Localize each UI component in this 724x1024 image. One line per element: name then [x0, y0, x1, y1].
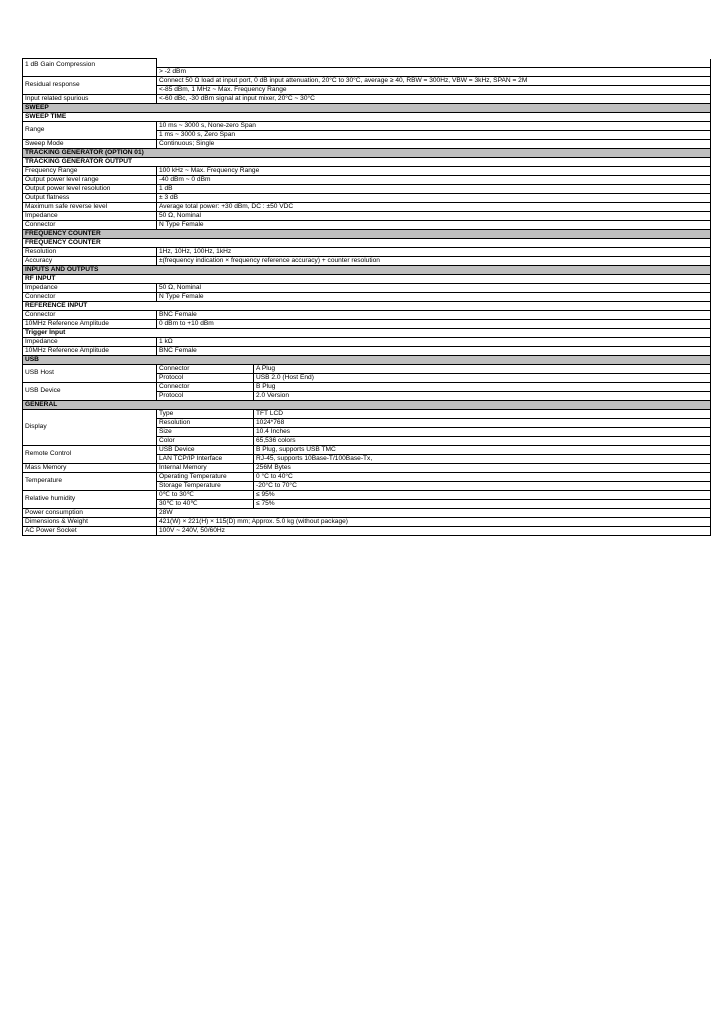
row-value: 100 kHz ~ Max. Frequency Range — [157, 166, 711, 175]
subsection-header: TRACKING GENERATOR OUTPUT — [23, 157, 711, 166]
row-label: Relative humidity — [23, 490, 157, 508]
row-value: > -2 dBm — [157, 67, 711, 76]
row-value: 1 kΩ — [157, 337, 711, 346]
row-label: Residual response — [23, 76, 157, 94]
subsection-header: REFERENCE INPUT — [23, 301, 711, 310]
row-label: Output flatness — [23, 193, 157, 202]
row-value: USB 2.0 (Host End) — [254, 373, 711, 382]
table-row — [23, 292, 711, 301]
row-value: 256M Bytes — [254, 463, 711, 472]
spec-table — [22, 58, 711, 536]
table-row — [23, 175, 711, 184]
row-label: Input related spurious — [23, 94, 157, 103]
row-value: 1024*768 — [254, 418, 711, 427]
row-value: 65,536 colors — [254, 436, 711, 445]
row-label: Frequency Range — [23, 166, 157, 175]
row-label: Sweep Mode — [23, 139, 157, 148]
row-value: <-85 dBm, 1 MHz ~ Max. Frequency Range — [157, 85, 711, 94]
row-sublabel: Size — [157, 427, 254, 436]
table-row — [23, 166, 711, 175]
row-sublabel: Internal Memory — [157, 463, 254, 472]
table-row — [23, 193, 711, 202]
row-value: 0 °C to 40°C — [254, 472, 711, 481]
row-sublabel: Storage Temperature — [157, 481, 254, 490]
section-header: USB — [23, 355, 711, 364]
table-row — [23, 526, 711, 535]
table-row — [23, 59, 711, 68]
row-value: BNC Female — [157, 310, 711, 319]
row-label: Connector — [23, 220, 157, 229]
subsection-header: RF INPUT — [23, 274, 711, 283]
row-value: 1Hz, 10Hz, 100Hz, 1kHz — [157, 247, 711, 256]
row-value: TFT LCD — [254, 409, 711, 418]
row-label: AC Power Socket — [23, 526, 157, 535]
row-value: 28W — [157, 508, 711, 517]
row-sublabel: 30℃ to 40℃ — [157, 499, 254, 508]
table-row — [23, 139, 711, 148]
row-sublabel: Operating Temperature — [157, 472, 254, 481]
row-value: -40 dBm ~ 0 dBm — [157, 175, 711, 184]
row-sublabel: Color — [157, 436, 254, 445]
row-label: Display — [23, 409, 157, 445]
row-label: 1 dB Gain Compression — [23, 59, 157, 77]
table-row — [23, 508, 711, 517]
row-value: 100V ~ 240V, 50/60Hz — [157, 526, 711, 535]
table-row — [23, 202, 711, 211]
table-row — [23, 184, 711, 193]
table-row — [23, 310, 711, 319]
table-row — [23, 445, 711, 454]
row-label: Resolution — [23, 247, 157, 256]
row-label: Temperature — [23, 472, 157, 490]
row-value: N Type Female — [157, 220, 711, 229]
row-label: Accuracy — [23, 256, 157, 265]
table-row — [23, 256, 711, 265]
section-header: GENERAL — [23, 400, 711, 409]
row-value: Connect 50 Ω load at input port, 0 dB input attenuation, 20°C to 30°C, average ≥ 40, RBW = 300Hz, VBW = 3kHz, SPAN = 2M — [157, 76, 711, 85]
row-value: Average total power: +30 dBm, DC : ±50 VDC — [157, 202, 711, 211]
row-sublabel: Protocol — [157, 373, 254, 382]
table-row — [23, 472, 711, 481]
row-label: USB Host — [23, 364, 157, 382]
row-sublabel: USB Device — [157, 445, 254, 454]
row-value: 1 ms ~ 3000 s, Zero Span — [157, 130, 711, 139]
row-value: 10.4 Inches — [254, 427, 711, 436]
subsection-header: SWEEP TIME — [23, 112, 711, 121]
subsection-header: Trigger Input — [23, 328, 711, 337]
row-label: Impedance — [23, 283, 157, 292]
table-row — [23, 220, 711, 229]
row-label: Mass Memory — [23, 463, 157, 472]
row-label: Maximum safe reverse level — [23, 202, 157, 211]
table-row — [23, 409, 711, 418]
row-value: ≤ 75% — [254, 499, 711, 508]
row-label: Range — [23, 121, 157, 139]
table-row — [23, 364, 711, 373]
row-value: 0 dBm to +10 dBm — [157, 319, 711, 328]
section-header: FREQUENCY COUNTER — [23, 229, 711, 238]
row-value: ≤ 95% — [254, 490, 711, 499]
row-label: Power consumption — [23, 508, 157, 517]
table-row — [23, 319, 711, 328]
table-row — [23, 382, 711, 391]
row-value: 421(W) × 221(H) × 115(D) mm; Approx. 5.0 kg (without package) — [157, 517, 711, 526]
row-sublabel: Protocol — [157, 391, 254, 400]
table-row — [23, 121, 711, 130]
row-value: 50 Ω, Nominal — [157, 211, 711, 220]
table-row — [23, 211, 711, 220]
row-value: BNC Female — [157, 346, 711, 355]
row-sublabel: Type — [157, 409, 254, 418]
row-value: <-60 dBc, -30 dBm signal at input mixer, 20°C ~ 30°C — [157, 94, 711, 103]
row-label: USB Device — [23, 382, 157, 400]
row-label: Remote Control — [23, 445, 157, 463]
row-value: B Plug — [254, 382, 711, 391]
row-sublabel: Resolution — [157, 418, 254, 427]
table-row — [23, 337, 711, 346]
row-sublabel: Connector — [157, 364, 254, 373]
subsection-header: FREQUENCY COUNTER — [23, 238, 711, 247]
row-value: N Type Female — [157, 292, 711, 301]
row-sublabel: LAN TCP/IP Interface — [157, 454, 254, 463]
row-sublabel: 0℃ to 30℃ — [157, 490, 254, 499]
row-label: Output power level range — [23, 175, 157, 184]
table-row — [23, 463, 711, 472]
row-value: 10 ms ~ 3000 s, None-zero Span — [157, 121, 711, 130]
row-value: ±(frequency indication × frequency reference accuracy) + counter resolution — [157, 256, 711, 265]
row-sublabel: Connector — [157, 382, 254, 391]
row-label: Impedance — [23, 337, 157, 346]
row-value: RJ-45, supports 10Base-T/100Base-Tx, — [254, 454, 711, 463]
section-header: SWEEP — [23, 103, 711, 112]
table-row — [23, 94, 711, 103]
section-header: TRACKING GENERATOR (OPTION 01) — [23, 148, 711, 157]
row-label: Dimensions & Weight — [23, 517, 157, 526]
row-label: Connector — [23, 310, 157, 319]
row-label: 10MHz Reference Amplitude — [23, 319, 157, 328]
table-row — [23, 76, 711, 85]
table-row — [23, 346, 711, 355]
row-value: -20°C to 70°C — [254, 481, 711, 490]
row-value: ± 3 dB — [157, 193, 711, 202]
row-value: B Plug, supports USB TMC — [254, 445, 711, 454]
row-value: A Plug — [254, 364, 711, 373]
row-value: 1 dB — [157, 184, 711, 193]
row-value: 50 Ω, Nominal — [157, 283, 711, 292]
section-header: INPUTS AND OUTPUTS — [23, 265, 711, 274]
row-value: 2.0 Version — [254, 391, 711, 400]
table-row — [23, 517, 711, 526]
row-value: Continuous; Single — [157, 139, 711, 148]
row-label: Connector — [23, 292, 157, 301]
row-label: Output power level resolution — [23, 184, 157, 193]
table-row — [23, 283, 711, 292]
table-row — [23, 490, 711, 499]
table-row — [23, 247, 711, 256]
row-label: 10MHz Reference Amplitude — [23, 346, 157, 355]
row-label: Impedance — [23, 211, 157, 220]
